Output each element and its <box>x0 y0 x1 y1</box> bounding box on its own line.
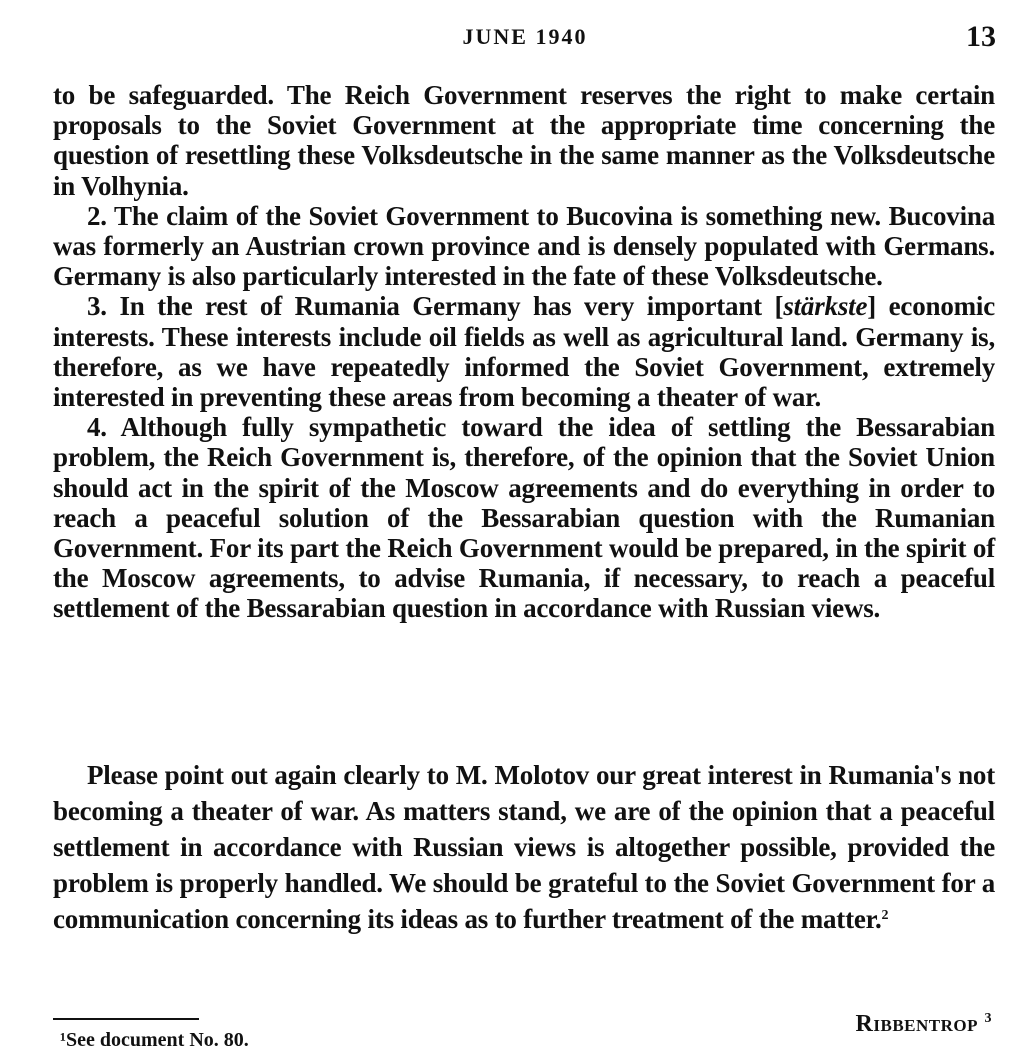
footnote-ref-2: 2 <box>881 908 889 923</box>
paragraph-continuation: to be safeguarded. The Reich Government reserves the right to make certain proposals to the Soviet Government at the appropriate time concerning the question of resettling these Volksdeutsche in the same manner as the Volksdeutsche in Volhynia. <box>53 80 995 201</box>
footnote-divider <box>53 1018 199 1020</box>
closing-text: Please point out again clearly to M. Molotov our great interest in Rumania's not becoming a theater of war. As matters stand, we are of the opinion that a peaceful settlement in accordance with Russian views is altogether possible, provided the problem is properly handled. We should be grateful to the Soviet Government for a communication concerning its ideas as to further treatment of the matter. <box>53 760 995 934</box>
running-title: JUNE 1940 <box>462 24 588 49</box>
signature-name: Ribbentrop <box>855 1011 978 1037</box>
paragraph-point-3 <box>53 291 995 412</box>
signature <box>856 1011 992 1038</box>
footnote-text: ¹See document No. 80. <box>60 1029 249 1051</box>
paragraph-point-2: 2. The claim of the Soviet Government to Bucovina is something new. Bucovina was formerly an Austrian crown province and is densely populated with Germans. Germany is also particularly interested in the fate of these Volksdeutsche. <box>53 200 995 292</box>
closing-paragraph-block <box>53 757 995 937</box>
footnote-ref-3: 3 <box>984 1011 992 1026</box>
point-3-text-end: ] economic interests. These interests include oil fields as well as agricultural land. Germany is, therefore, as we have repeatedly informed the Soviet Government, extremely interested in preventing these areas from becoming a theater of war. <box>53 291 995 413</box>
paragraph-point-4: 4. Although fully sympathetic toward the idea of settling the Bessarabian problem, the Reich Government is, therefore, of the opinion that the Soviet Union should act in the spirit of the Moscow agreements and do everything in order to reach a peaceful solution of the Bessarabian question with the Rumanian Government. For its part the Reich Government would be prepared, in the spirit of the Moscow agreements, to advise Rumania, if necessary, to reach a peaceful settlement of the Bessarabian question in accordance with Russian views. <box>53 412 995 624</box>
point-3-text-start: 3. In the rest of Rumania Germany has very important [ <box>87 291 784 322</box>
running-header <box>0 20 1014 56</box>
point-3-german-term: stärkste <box>783 291 868 322</box>
body-text <box>53 80 995 624</box>
page-number: 13 <box>966 20 996 53</box>
closing-paragraph <box>53 757 995 937</box>
